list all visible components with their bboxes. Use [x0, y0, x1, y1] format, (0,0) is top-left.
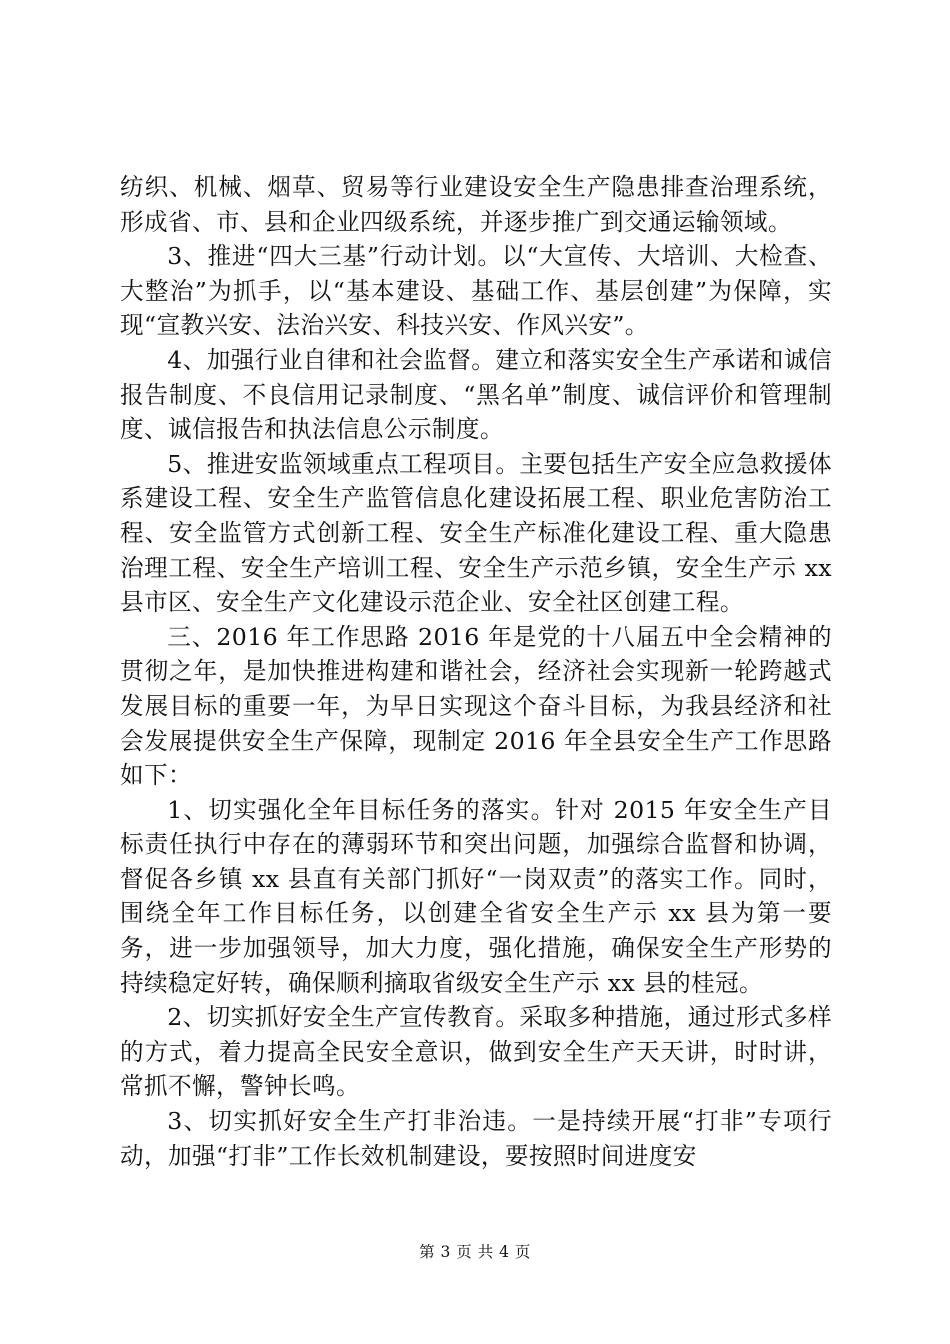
- document-body: [120, 170, 832, 1173]
- paragraph-section-3-2016-plan: 三、2016 年工作思路 2016 年是党的十八届五中全会精神的贯彻之年，是加快推进构建和谐社会，经济社会实现新一轮跨越式发展目标的重要一年，为早日实现这个奋斗目标，为我县经济和社会发展提供安全生产保障，现制定 2016 年全县安全生产工作思路如下：: [120, 622, 832, 790]
- paragraph-plan-item-1: 1、切实强化全年目标任务的落实。针对 2015 年安全生产目标责任执行中存在的薄弱环节和突出问题，加强综合监督和协调，督促各乡镇 xx 县直有关部门抓好“一岗双责”的落实工作。同时，围绕全年工作目标任务，以创建全省安全生产示 xx 县为第一要务，进一步加强领导，加大力度，强化措施，确保安全生产形势的持续稳定好转，确保顺利摘取省级安全生产示 xx 县的桂冠。: [120, 795, 832, 997]
- paragraph-item-4-self-discipline: 4、加强行业自律和社会监督。建立和落实安全生产承诺和诚信报告制度、不良信用记录制度、“黑名单”制度、诚信评价和管理制度、诚信报告和执法信息公示制度。: [120, 345, 832, 444]
- paragraph-plan-item-3: 3、切实抓好安全生产打非治违。一是持续开展“打非”专项行动，加强“打非”工作长效机制建设，要按照时间进度安: [120, 1107, 832, 1170]
- paragraph-plan-item-2: 2、切实抓好安全生产宣传教育。采取多种措施，通过形式多样的方式，着力提高全民安全意识，做到安全生产天天讲，时时讲，常抓不懈，警钟长鸣。: [120, 1003, 832, 1101]
- paragraph-item-3-four-three: 3、推进“四大三基”行动计划。以“大宣传、大培训、大检查、大整治”为抓手，以“基本建设、基础工作、基层创建”为保障，实现“宣教兴安、法治兴安、科技兴安、作风兴安”。: [120, 242, 832, 340]
- page-number-footer: 第 3 页 共 4 页: [419, 1243, 531, 1261]
- paragraph-continuation: 纺织、机械、烟草、贸易等行业建设安全生产隐患排查治理系统，形成省、市、县和企业四级系统，并逐步推广到交通运输领域。: [120, 173, 832, 236]
- paragraph-item-5-key-projects: 5、推进安监领域重点工程项目。主要包括生产安全应急救援体系建设工程、安全生产监管信息化建设拓展工程、职业危害防治工程、安全监管方式创新工程、安全生产标准化建设工程、重大隐患治理工程、安全生产培训工程、安全生产示范乡镇，安全生产示 xx 县市区、安全生产文化建设示范企业、安全社区创建工程。: [120, 449, 832, 617]
